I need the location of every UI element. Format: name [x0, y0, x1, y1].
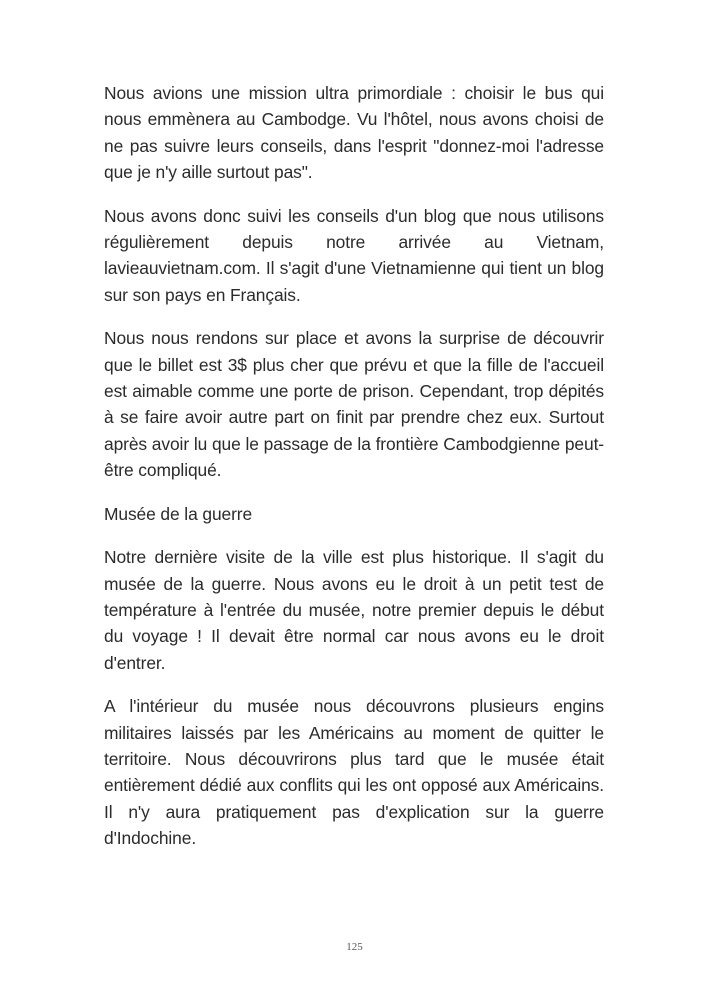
paragraph-museum-inside: A l'intérieur du musée nous découvrons plusieurs engins militaires laissés par les Américains au moment de quitter le territoire. Nous découvrirons plus tard que le musée était entièrement dédié aux conflits qui les ont opposé aux Américains. Il n'y aura pratiquement pas d'explication sur la guerre d'Indochine. — [104, 696, 604, 849]
body-text — [104, 80, 604, 869]
page-number: 125 — [346, 941, 363, 953]
paragraph-blog: Nous avons donc suivi les conseils d'un blog que nous utilisons régulièrement depuis notre arrivée au Vietnam, lavieauvietnam.com. Il s'agit d'une Vietnamienne qui tient un blog sur son pays en Français. — [104, 205, 604, 305]
paragraph-museum-visit: Notre dernière visite de la ville est plus historique. Il s'agit du musée de la guerre. Nous avons eu le droit à un petit test de température à l'entrée du musée, notre premier depuis le début du voyage ! Il devait être normal car nous avons eu le droit d'entrer. — [104, 547, 604, 673]
paragraph-ticket: Nous nous rendons sur place et avons la surprise de découvrir que le billet est 3$ plus cher que prévu et que la fille de l'accueil est aimable comme une porte de prison. Cependant, trop dépités à se faire avoir autre part on finit par prendre chez eux. Surtout après avoir lu que le passage de la frontière Cambodgienne peut-être compliqué. — [104, 328, 604, 481]
section-heading-war-museum: Musée de la guerre — [104, 503, 253, 524]
paragraph-bus-mission: Nous avions une mission ultra primordiale : choisir le bus qui nous emmènera au Cambodge. Vu l'hôtel, nous avons choisi de ne pas suivre leurs conseils, dans l'esprit "donnez-moi l'adresse que je n'y aille surtout pas". — [104, 83, 604, 183]
